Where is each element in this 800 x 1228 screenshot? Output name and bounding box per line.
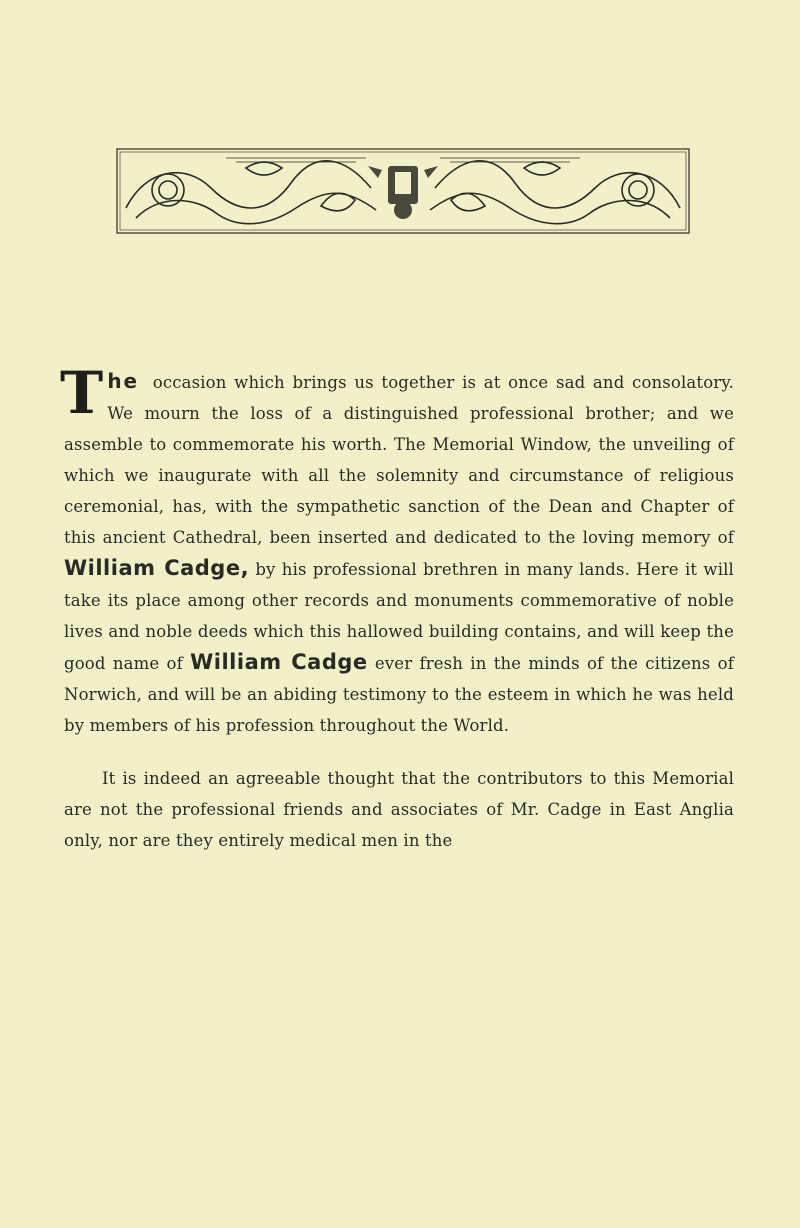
drop-cap: T — [60, 359, 104, 427]
floral-ornament-headpiece — [116, 148, 690, 234]
paragraph-2: It is indeed an agreeable thought that the contributors to this Memorial are not the professional friends and associates of Mr. Cadge in East Anglia only, nor are they entirely medical men in the — [64, 769, 734, 850]
paragraph-1-text-c: ever fresh in the minds of the citizens of Norwich, and will be an abiding testimony to the esteem in which he was held by members of his profession throughout the World. — [64, 654, 734, 735]
body-text — [60, 359, 734, 856]
honoree-name-1: William Cadge, — [64, 556, 250, 580]
paragraph-1-text-a: occasion which brings us together is at once sad and consolatory. We mourn the loss of a distinguished professional brother; and we assemble to commemorate his worth. The Memorial Window, the unveiling of which we inaugurate with all the solemnity and circumstance of religious ceremonial, has, with the sympathetic sanction of the Dean and Chapter of this ancient Cathedral, been inserted and dedicated to the loving memory of — [64, 373, 734, 547]
honoree-name-2: William Cadge — [190, 650, 368, 674]
opening-word: he — [107, 369, 140, 393]
paragraph-1 — [60, 359, 734, 741]
paragraph-1-text-b: by his professional brethren in many lands. Here it will take its place among other records and monuments commemorative of noble lives and noble deeds which this hallowed building contains, and will keep the good name of — [64, 560, 734, 673]
